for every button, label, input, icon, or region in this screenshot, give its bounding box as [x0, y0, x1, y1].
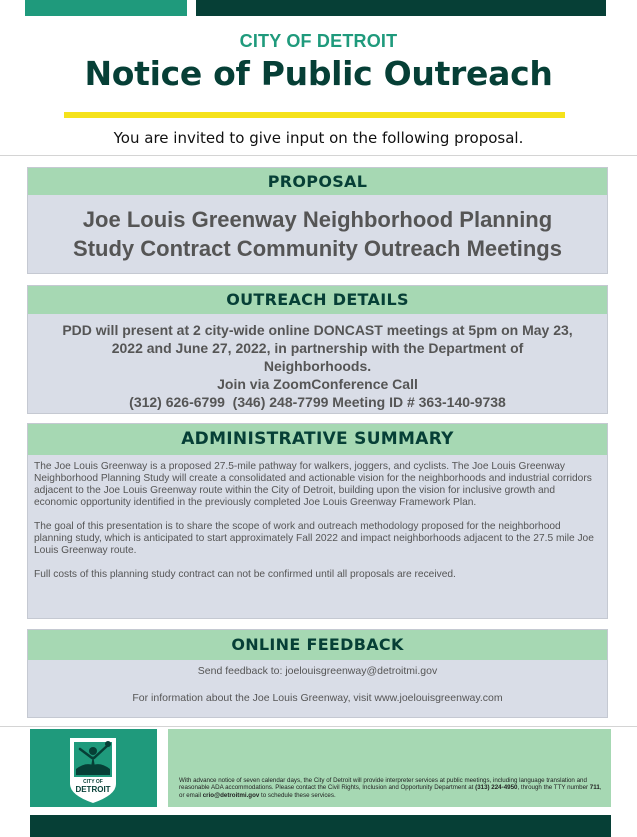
zoom-join-line: Join via ZoomConference Call	[217, 376, 418, 392]
notice-text: , or email	[179, 784, 602, 799]
city-of-detroit-logo-panel	[30, 729, 157, 807]
notice-text: , through the TTY number	[517, 784, 590, 791]
notice-email: crio@detroitmi.gov	[202, 791, 260, 799]
proposal-section	[27, 167, 608, 274]
admin-summary-heading: ADMINISTRATIVE SUMMARY	[28, 424, 607, 455]
invite-text: You are invited to give input on the following proposal.	[113, 129, 524, 147]
notice-text: With advance notice of seven calendar days, the City of Detroit will provide interpreter services at public meetings, including language translation and reasonable ADA accommodations. Please contact the Civil Rights, Inclusion and Opportunity Department at	[179, 776, 587, 791]
city-label: CITY OF DETROIT	[239, 31, 398, 51]
notice-text: to schedule these services.	[259, 791, 336, 799]
logo-text-bottom: DETROIT	[75, 785, 111, 794]
header-accent-bar-left	[25, 0, 187, 16]
admin-paragraph: Full costs of this planning study contract can not be confirmed until all proposals are received.	[34, 569, 456, 580]
outreach-line: 2022 and June 27, 2022, in partnership with the Department of	[111, 340, 524, 356]
admin-summary-section	[27, 423, 608, 619]
outreach-line: Neighborhoods.	[263, 358, 372, 374]
title-underline	[64, 112, 565, 118]
header-accent-bar-right	[196, 0, 606, 16]
detroit-seal-icon	[30, 729, 157, 807]
notice-phone: (313) 224-4950	[475, 784, 518, 791]
divider	[0, 155, 637, 156]
greenway-info-line: For information about the Joe Louis Greenway, visit www.joelouisgreenway.com	[132, 692, 503, 704]
accessibility-notice-panel	[168, 729, 611, 807]
accessibility-notice	[179, 777, 603, 800]
proposal-heading: PROPOSAL	[28, 168, 607, 195]
feedback-heading: ONLINE FEEDBACK	[28, 630, 607, 660]
proposal-title-line: Study Contract Community Outreach Meetings	[73, 236, 562, 261]
logo-text-top: CITY OF	[83, 779, 103, 785]
feedback-email-line: Send feedback to: joelouisgreenway@detroitmi.gov	[197, 665, 438, 677]
page-title: Notice of Public Outreach	[84, 54, 553, 93]
admin-paragraph: The goal of this presentation is to share the scope of work and outreach methodology proposed for the neighborhood planning study, which is anticipated to start approximately Fall 2022 and impact neighborhoods adjacent to the 27.5 mile Joe Louis Greenway route.	[34, 521, 594, 556]
admin-paragraph: The Joe Louis Greenway is a proposed 27.5-mile pathway for walkers, joggers, and cyclists. The Joe Louis Greenway Neighborhood Planning Study will create a consolidated and actionable vision for the neighborhoods and industrial corridors adjacent to the Joe Louis Greenway route within the City of Detroit, building upon the vision for inclusive growth and economic opportunity identified in the previously completed Joe Louis Greenway Framework Plan.	[34, 461, 592, 508]
outreach-heading: OUTREACH DETAILS	[28, 286, 607, 314]
notice-tty: 711	[589, 784, 600, 791]
outreach-details	[28, 314, 607, 411]
admin-summary-body	[28, 455, 607, 581]
footer-bar	[30, 815, 611, 837]
outreach-section	[27, 285, 608, 414]
feedback-section	[27, 629, 608, 718]
outreach-line: PDD will present at 2 city-wide online DONCAST meetings at 5pm on May 23,	[62, 322, 573, 338]
proposal-title-line: Joe Louis Greenway Neighborhood Planning	[82, 207, 553, 232]
meeting-phone-line: (312) 626-6799 (346) 248-7799 Meeting ID # 363-140-9738	[129, 394, 506, 410]
divider	[0, 726, 637, 727]
proposal-title	[28, 195, 607, 263]
